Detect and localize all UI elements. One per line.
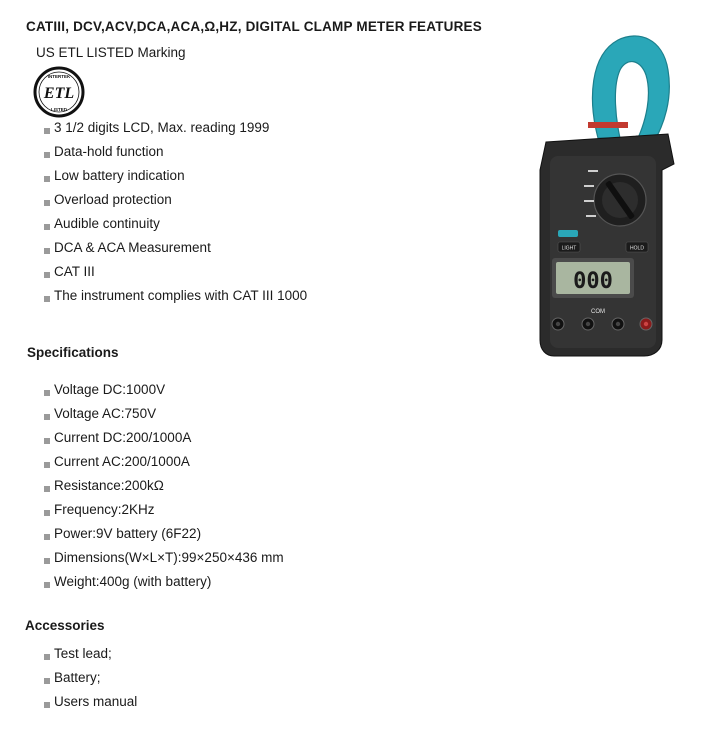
etl-logo [32,65,86,119]
svg-text:ETL: ETL [43,85,75,102]
bullet-icon [44,128,50,134]
list-item: The instrument complies with CAT III 1000 [44,284,307,308]
list-item: Audible continuity [44,212,307,236]
bullet-icon [44,438,50,444]
list-item: Weight:400g (with battery) [44,570,284,594]
specifications-list [44,378,284,594]
accessories-list [44,642,137,714]
page-title: CATIII, DCV,ACV,DCA,ACA,Ω,HZ, DIGITAL CLAMP METER FEATURES [26,19,482,34]
svg-text:LIGHT: LIGHT [561,245,577,252]
etl-listing-note: US ETL LISTED Marking [36,45,186,60]
specifications-heading: Specifications [27,345,119,360]
bullet-icon [44,200,50,206]
svg-text:000: 000 [573,269,613,294]
bullet-icon [44,248,50,254]
list-item: Voltage DC:1000V [44,378,284,402]
bullet-icon [44,462,50,468]
svg-text:LISTED: LISTED [50,107,68,112]
bullet-icon [44,224,50,230]
list-item: Voltage AC:750V [44,402,284,426]
svg-text:COM: COM [591,309,605,315]
bullet-icon [44,534,50,540]
svg-text:HOLD: HOLD [630,245,644,252]
list-item: Frequency:2KHz [44,498,284,522]
bullet-icon [44,510,50,516]
bullet-icon [44,176,50,182]
accessories-heading: Accessories [25,618,105,633]
list-item: Resistance:200kΩ [44,474,284,498]
list-item: Current AC:200/1000A [44,450,284,474]
bullet-icon [44,558,50,564]
list-item: CAT III [44,260,307,284]
list-item: Data-hold function [44,140,307,164]
bullet-icon [44,582,50,588]
list-item: Battery; [44,666,137,690]
list-item: Users manual [44,690,137,714]
list-item: Test lead; [44,642,137,666]
bullet-icon [44,414,50,420]
list-item: Power:9V battery (6F22) [44,522,284,546]
svg-text:INTERTEK: INTERTEK [47,74,71,79]
bullet-icon [44,272,50,278]
bullet-icon [44,390,50,396]
clamp-meter-image [528,30,676,360]
bullet-icon [44,152,50,158]
list-item: Dimensions(W×L×T):99×250×436 mm [44,546,284,570]
features-list [44,116,307,308]
list-item: 3 1/2 digits LCD, Max. reading 1999 [44,116,307,140]
bullet-icon [44,654,50,660]
list-item: Low battery indication [44,164,307,188]
list-item: Overload protection [44,188,307,212]
bullet-icon [44,678,50,684]
list-item: DCA & ACA Measurement [44,236,307,260]
bullet-icon [44,702,50,708]
list-item: Current DC:200/1000A [44,426,284,450]
bullet-icon [44,296,50,302]
bullet-icon [44,486,50,492]
